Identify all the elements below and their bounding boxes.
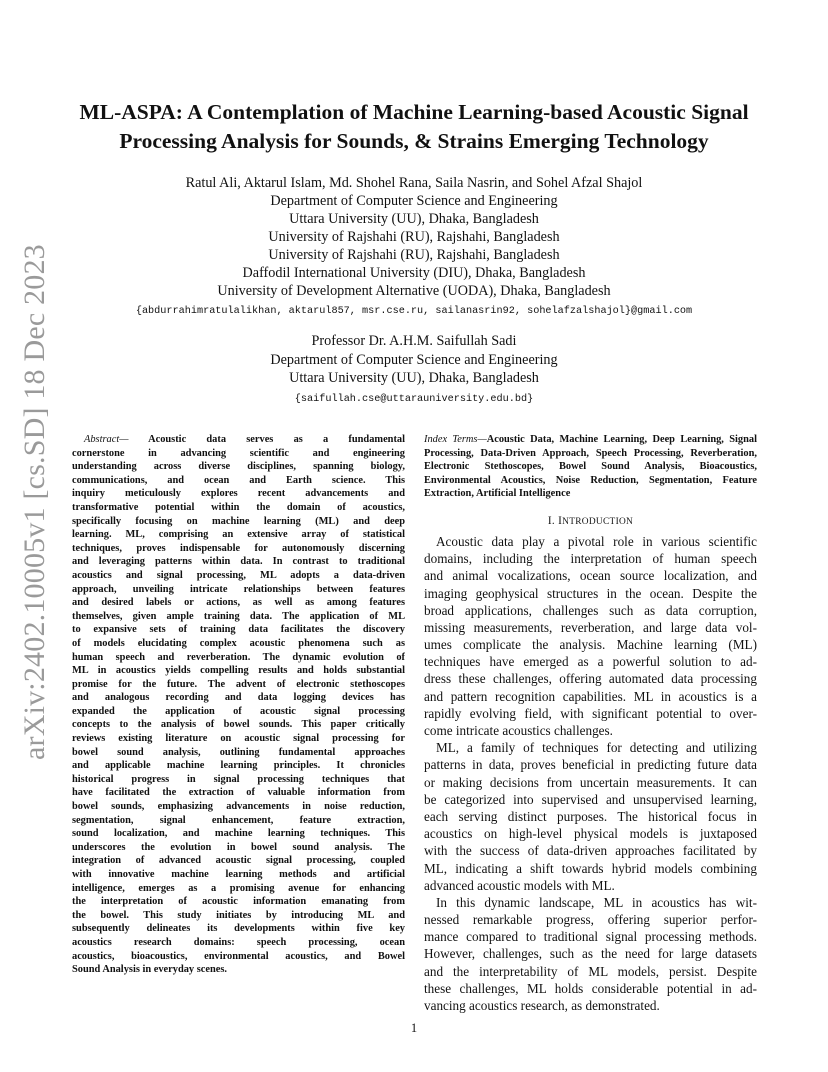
introduction-line: ML, indicating a shift towards hybrid models combining	[424, 860, 757, 876]
abstract-line: historical progress in signal processing techniques that	[72, 773, 405, 785]
introduction-line: mance compared to traditional signal processing methods.	[424, 929, 757, 945]
professor-email: {saifullah.cse@uttarauniversity.edu.bd}	[294, 393, 534, 405]
index-terms-text: Acoustic Data, Machine Learning, Deep Learning, Signal Processing, Data-Driven Approach, Speech Processing, Reverberation, Electronic Stethoscopes, Bowel Sound Analysis, Bioacoustics, Environmental Acoustics, Noise Reduction, Segmentation, Feature Extraction, Artificial Intelligence	[424, 434, 757, 500]
abstract-line: acoustics, bioacoustics, environmental acoustics, and Bowel	[72, 950, 405, 962]
abstract-line: integration of advanced acoustic signal processing, coupled	[72, 855, 405, 867]
introduction-line: and animal vocalizations, ocean source localization, and	[424, 568, 757, 584]
abstract-line: acoustics and signal processing, ML adopts a data-driven	[72, 569, 405, 581]
introduction-line: broad applications, challenges such as data corruption,	[424, 602, 757, 618]
introduction-line: However, challenges, such as the need for large datasets	[424, 946, 757, 962]
introduction-line: nessed remarkable progress, offering superior perfor-	[424, 912, 757, 928]
abstract-line: ML in acoustics yields compelling results and holds substantial	[72, 665, 405, 677]
introduction-line: rapidly evolving field, with significant potential to over-	[424, 705, 757, 721]
paper-title: ML-ASPA: A Contemplation of Machine Learning-based Acoustic Signal Processing Analysis for Sounds, & Strains Emerging Technology	[79, 100, 749, 153]
affiliation: Uttara University (UU), Dhaka, Bangladesh	[289, 211, 539, 227]
abstract-line: underscores the evolution in bowel sound analysis. The	[72, 841, 405, 853]
abstract-line: bowel sound analysis, outlining fundamental approaches	[72, 746, 405, 758]
abstract-line: with innovative machine learning methods and artificial	[72, 869, 405, 880]
introduction-line: domains, including the interpretation of human speech	[424, 551, 757, 567]
introduction-line: advanced acoustic models with ML.	[424, 877, 615, 893]
professor-department: Department of Computer Science and Engineering	[270, 351, 558, 368]
author-names: Ratul Ali, Aktarul Islam, Md. Shohel Rana, Saila Nasrin, and Sohel Afzal Shajol	[185, 175, 643, 191]
introduction-line: dress these challenges, offering automated data processing	[424, 671, 757, 687]
abstract-line: concepts to the analysis of bowel sounds. This paper critically	[72, 719, 405, 731]
introduction-line: come intricate acoustics challenges.	[424, 723, 613, 739]
abstract-line: and desired labels or actions, as well as among features	[72, 597, 405, 609]
abstract-column	[72, 433, 405, 977]
abstract-line: the bowel. This study initiates by introducing ML and	[72, 909, 405, 921]
section-title-rest: NTRODUCTION	[562, 516, 634, 527]
abstract-line: sound localization, and machine learning techniques. This	[72, 828, 405, 840]
abstract-line: bowel sounds, emphasizing advancements in noise reduction,	[72, 801, 405, 813]
professor-block	[0, 332, 828, 409]
abstract-line: transformative potential within the domain of acoustics,	[72, 501, 405, 513]
abstract-line: segmentation, signal enhancement, feature extraction,	[72, 814, 405, 826]
abstract-line: techniques, proves indispensable for autonomously discerning	[72, 542, 405, 554]
page-number: 1	[410, 1021, 418, 1035]
affiliation: Daffodil International University (DIU), Dhaka, Bangladesh	[242, 265, 586, 281]
abstract-line: cornerstone in advancing scientific and engineering	[72, 447, 405, 459]
abstract-line: expanded the application of acoustic signal processing	[72, 705, 405, 717]
introduction-line: be categorized into supervised and unsupervised learning,	[424, 791, 757, 807]
abstract-line: intelligence, emerges as a promising avenue for enhancing	[72, 882, 405, 894]
author-block	[0, 174, 828, 321]
section-title-initial: I	[558, 514, 563, 527]
abstract-line: of models elucidating complex acoustic phenomena such as	[72, 637, 405, 649]
affiliation: Department of Computer Science and Engineering	[270, 193, 558, 209]
abstract-label: Abstract—	[84, 434, 129, 445]
abstract-text	[72, 433, 405, 977]
introduction-line: missing measurements, reverberation, and large data vol-	[424, 619, 757, 635]
abstract-line: and analogous recording and data logging devices has	[72, 692, 405, 704]
index-terms-label: Index Terms—	[424, 434, 487, 445]
introduction-line: Acoustic data play a pivotal role in various scientific	[436, 533, 757, 549]
abstract-line-text: Acoustic data serves as a fundamental	[148, 434, 405, 445]
introduction-line: In this dynamic landscape, ML in acoustics has wit-	[436, 894, 757, 910]
abstract-line: understanding across diverse disciplines, spanning biology,	[72, 461, 405, 473]
introduction-line: ML, a family of techniques for detecting and utilizing	[436, 740, 757, 756]
abstract-line: to expansive sets of training data facilitates the discovery	[72, 624, 405, 636]
abstract-line: and leveraging patterns within data. In contrast to traditional	[72, 556, 405, 568]
introduction-line: each serving distinct purposes. The historical focus in	[424, 808, 757, 824]
introduction-line: techniques have emerged as a powerful solution to ad-	[424, 654, 757, 670]
abstract-line: approach, unveiling intricate relationships between features	[72, 583, 405, 595]
abstract-line: human speech and reverberation. The dynamic evolution of	[72, 651, 405, 663]
abstract-line: subsequently delineates its developments within five key	[72, 923, 405, 935]
introduction-line: imaging geophysical structures in the ocean. Despite the	[424, 585, 757, 601]
author-emails: {abdurrahimratulalikhan, aktarul857, msr.cse.ru, sailanasrin92, sohelafzalshajol}@gmail.com	[135, 306, 693, 317]
section-number: I.	[547, 514, 559, 527]
abstract-line: have facilitated the extraction of valuable information from	[72, 787, 405, 799]
index-terms	[424, 433, 757, 501]
arxiv-identifier-stamp: arXiv:2402.10005v1 [cs.SD] 18 Dec 2023	[18, 244, 51, 760]
abstract-line: promise for the future. The advent of electronic stethoscopes	[72, 678, 405, 690]
introduction-text	[424, 533, 757, 1014]
abstract-line: learning. ML, comprising an extensive array of statistical	[72, 529, 405, 541]
abstract-line: acoustics research domains: speech processing, ocean	[72, 936, 405, 948]
abstract-line: specifically focusing on machine learning (ML) and deep	[72, 515, 405, 527]
introduction-line: patterns in data, proves beneficial in predicting future data	[424, 757, 757, 773]
abstract-line: Sound Analysis in everyday scenes.	[72, 964, 228, 976]
introduction-line: acoustics on high-level physical models is juxtaposed	[424, 826, 757, 842]
abstract-line: the interpretation of acoustic information emanating from	[72, 896, 405, 908]
professor-name: Professor Dr. A.H.M. Saifullah Sadi	[311, 333, 517, 349]
introduction-line: umes complicate the analysis. Machine learning (ML)	[424, 637, 757, 653]
abstract-line: reviews existing literature on acoustic signal processing for	[72, 733, 405, 745]
section-heading-introduction	[424, 515, 757, 527]
introduction-line: and pattern recognition capabilities. ML in acoustics is a	[424, 688, 757, 704]
professor-university: Uttara University (UU), Dhaka, Bangladesh	[289, 370, 539, 386]
introduction-line: or making decisions from uncertain measurements. It can	[424, 774, 757, 790]
abstract-line: communications, and ocean and Earth science. This	[72, 474, 405, 486]
affiliation: University of Rajshahi (RU), Rajshahi, Bangladesh	[268, 247, 560, 263]
introduction-line: with the success of data-driven approaches facilitated by	[424, 843, 757, 859]
right-column	[424, 433, 757, 1014]
affiliation: University of Rajshahi (RU), Rajshahi, Bangladesh	[268, 229, 560, 245]
abstract-line: and applicable machine learning principles. It chronicles	[72, 760, 405, 772]
abstract-line	[72, 433, 405, 447]
introduction-line: vancing acoustics research, as demonstrated.	[424, 998, 660, 1014]
introduction-line: and the interpretability of ML models, persist. Despite	[424, 963, 757, 979]
introduction-line: these challenges, ML holds considerable potential in ad-	[424, 980, 757, 996]
affiliation: University of Development Alternative (UODA), Dhaka, Bangladesh	[217, 283, 611, 299]
abstract-line: themselves, given ample training data. The application of ML	[72, 610, 405, 622]
abstract-line: inquiry meticulously explores recent advancements and	[72, 488, 405, 500]
